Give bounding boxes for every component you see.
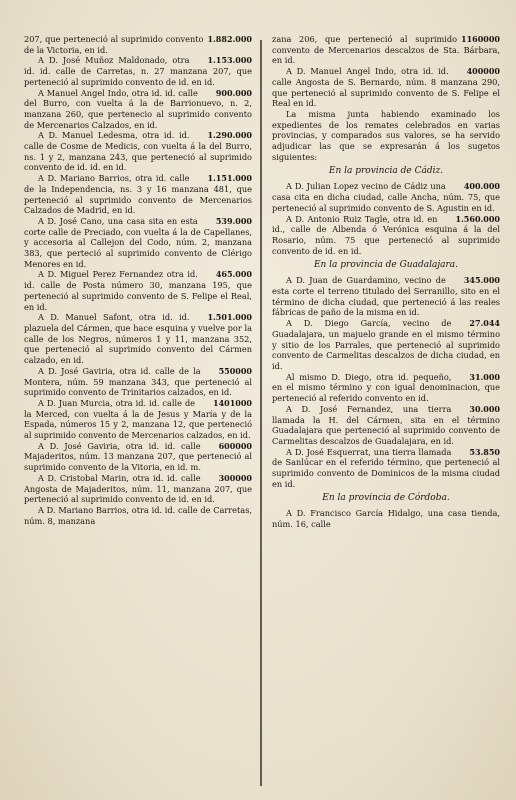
entry-amount: 900.000 <box>215 87 252 98</box>
entry-text: A D. Julian Lopez vecino de Cádiz una casa cita en dicha ciudad, calle Ancha, núm. 75, que perteneció al suprimido convento de S. Agustin en id. <box>272 181 500 213</box>
entry-text: A D. José Esquerrat, una tierra llamada de Sanlúcar en el referido término, que perteneció al suprimido convento de Dominicos de la misma ciudad en id. <box>272 446 500 489</box>
entry-text: Al mismo D. Diego, otra id. pequeño, en el mismo término y con igual denominacion, que perteneció al referido convento en id. <box>272 371 500 404</box>
entry-amount: 1.151.000 <box>207 173 252 184</box>
entry-text: A D. Juan de Guardamino, vecino de esta corte el terreno titulado del Serranillo, sito en el término de dicha ciudad, que perteneció á las reales fábricas de paño de la misma en id. <box>272 275 500 318</box>
entry-text: A D. José Fernandez, una tierra llamada la H. del Cármen, sita en el término Guadalajara que perteneció al suprimido convento de Carmelitas descalzos de Guadalajara, en id. <box>272 403 500 446</box>
sale-entry <box>24 398 252 441</box>
entry-text: A Manuel Angel Indo, otra id. id. calle del Burro, con vuelta á la de Barrionuevo, n. 2, manzana 260, que pertenecio al suprimido convento de Mercenarios Calzados, en id. <box>24 87 252 130</box>
entry-text: La misma junta habiendo examinado los expedientes de los remates celebrados en varias provincias, y comparados sus valores, se ha servido adjudicar las que se expresarán á los sugetos siguientes: <box>272 108 500 162</box>
entry-text: 207, que perteneció al suprimido convento de la Victoria, en id. <box>24 34 204 55</box>
sale-entry <box>272 66 500 109</box>
entry-text: A D. Mariano Barrios, otra id. calle de la Independencia, ns. 3 y 16 manzana 481, que perteneció al suprimido convento de Mercenarios Calzados de Madrid, en id. <box>24 173 252 216</box>
sale-entry <box>24 216 252 270</box>
sale-entry <box>24 269 252 312</box>
entry-amount: 400000 <box>466 66 500 77</box>
sale-entry <box>24 34 252 55</box>
entry-text: A D. Antonio Ruiz Tagle, otra id. en id., calle de Albenda ó Verónica esquina á la del Rosario, núm. 75 que perteneció al suprimido convento de id. en id. <box>272 213 500 256</box>
entry-text: A D. José Muñoz Maldonado, otra id. id. calle de Carretas, n. 27 manzana 207, que perteneció al suprimido convento de id. en id. <box>24 55 252 87</box>
entry-amount: 31.000 <box>469 371 500 382</box>
entry-amount: 400.000 <box>463 181 500 192</box>
entry-amount: 30.000 <box>469 403 500 414</box>
entry-amount: 27.044 <box>469 318 500 329</box>
right-column <box>272 34 500 790</box>
entry-amount: 600000 <box>218 440 252 451</box>
sale-entry <box>272 318 500 372</box>
sale-entry <box>272 275 500 318</box>
entry-text: A D. Mariano Barrios, otra id. id. calle de Carretas, núm. 8, manzana <box>24 504 252 526</box>
sale-entry <box>272 214 500 257</box>
entry-text: A D. Cristobal Marin, otra id. id. calle Angosta de Majaderitos, núm. 11, manzana 207, que perteneció al suprimido convento de id. en id. <box>24 472 252 505</box>
sale-entry <box>272 181 500 213</box>
entry-text: A D. Manuel Angel Indo, otra id. id. calle Angosta de S. Bernardo, núm. 8 manzana 290, que perteneció al suprimido convento de S. Felipe el Real en id. <box>272 66 500 109</box>
sale-entry <box>272 109 500 163</box>
entry-amount: 1.153.000 <box>207 55 252 66</box>
sale-entry <box>272 34 500 66</box>
sale-entry <box>272 447 500 490</box>
sale-entry <box>272 372 500 404</box>
entry-text: A D. Diego García, vecino de Guadalajara, un majuelo grande en el mismo término y sitio de los Parrales, que perteneció al suprimido convento de Carmelitas descalzos de dicha ciudad, en id. <box>272 318 500 371</box>
sale-entry <box>24 505 252 526</box>
sale-entry <box>24 55 252 87</box>
entry-amount: 53.850 <box>469 446 500 457</box>
entry-amount: 1401000 <box>213 397 252 408</box>
entry-amount: 1.560.000 <box>455 213 500 224</box>
province-heading: En la provincia de Córdoba. <box>322 493 450 504</box>
entry-amount: 345.000 <box>463 275 500 286</box>
sale-entry <box>24 88 252 131</box>
entry-text: A D. Manuel Ledesma, otra id. id. calle de Cosme de Medicis, con vuelta á la del Burro, ns. 1 y 2, manzana 243, que perteneció al suprimido convento de id. id. en id. <box>24 130 252 173</box>
province-heading: En la provincia de Guadalajara. <box>313 260 459 271</box>
entry-amount: 550000 <box>218 365 252 376</box>
entry-text: A D. Francisco García Hidalgo, una casa tienda, núm. 16, calle <box>272 508 500 530</box>
entry-text: A D. José Gaviria, otra id. calle de la Montera, núm. 59 manzana 343, que perteneció al suprimido convento de Trinitarios calzados, en id. <box>24 365 252 398</box>
entry-amount: 1.501.000 <box>207 312 252 323</box>
column-divider <box>260 40 262 786</box>
entry-text: A D. Miguel Perez Fernandez otra id. id. calle de Posta número 30, manzana 195, que perteneció al suprimido convento de S. Felipe el Real, en id. <box>24 269 252 312</box>
left-column <box>24 34 252 790</box>
entry-text: A D. José Cano, una casa sita en esta corte calle de Preciado, con vuelta á la de Capellanes, y accesoria al Callejon del Codo, núm. 2, manzana 383, que perteció al suprimido convento de Clérigo Menores en id. <box>24 215 252 269</box>
entry-amount: 539.000 <box>215 215 252 226</box>
sale-entry <box>24 130 252 173</box>
entry-amount: 1160000 <box>461 34 500 44</box>
sale-entry <box>272 508 500 529</box>
entry-text: zana 206, que perteneció al suprimido convento de Mercenarios descalzos de Sta. Bárbara, en id. <box>272 34 500 66</box>
entry-text: A D. José Gaviria, otra id. id. calle Majaderitos, núm. 13 manzana 207, que perteneció al suprimido convento de la Vitoria, en id. m. <box>24 440 252 473</box>
entry-text: A D. Juan Murcia, otra id. id. calle de la Merced, con vuelta á la de Jesus y María y de la Espada, números 15 y 2, manzana 12, que perteneció al suprimido convento de Mercenarios calzados, en id. <box>24 397 252 441</box>
entry-amount: 1.290.000 <box>207 130 252 141</box>
sale-entry <box>24 173 252 216</box>
entry-amount: 465.000 <box>215 269 252 280</box>
sale-entry <box>24 473 252 505</box>
entry-text: A D. Manuel Safont, otra id. id. plazuela del Cármen, que hace esquina y vuelve por la calle de los Negros, números 1 y 11, manzana 352, que perteneció al suprimido convento del Cármen calzado, en id. <box>24 312 252 366</box>
entry-amount: 300000 <box>218 472 252 483</box>
sale-entry <box>24 366 252 398</box>
entry-amount: 1.882.000 <box>207 34 252 44</box>
sale-entry <box>24 441 252 473</box>
sale-entry <box>272 404 500 447</box>
province-heading: En la provincia de Cádiz. <box>328 166 444 177</box>
sale-entry <box>24 312 252 366</box>
